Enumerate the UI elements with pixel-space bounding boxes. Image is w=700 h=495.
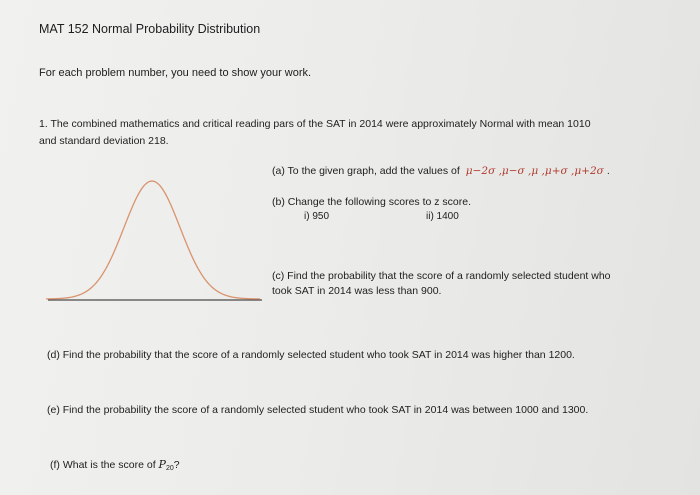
page-title: MAT 152 Normal Probability Distribution — [39, 22, 261, 36]
part-c-line2: took SAT in 2014 was less than 900. — [272, 285, 442, 297]
normal-curve-graph — [40, 170, 265, 310]
part-d-text: (d) Find the probability that the score of a randomly selected student who took SAT in 2014 was higher than 1200. — [47, 349, 575, 361]
percentile-symbol: P — [158, 458, 166, 471]
part-f-text — [50, 458, 180, 475]
part-a-text — [272, 165, 610, 178]
part-a-label: (a) To the given graph, add the values of — [272, 165, 460, 177]
part-b-item-i: i) 950 — [304, 211, 330, 222]
instructions-text: For each problem number, you need to show your work. — [39, 67, 312, 79]
part-f-question-mark: ? — [173, 459, 180, 471]
part-e-text: (e) Find the probability the score of a randomly selected student who took SAT in 2014 was between 1000 and 1300. — [47, 404, 589, 416]
problem1-statement-line2: and standard deviation 218. — [39, 135, 169, 147]
part-a-math-expression: μ−2σ ,μ−σ ,μ ,μ+σ ,μ+2σ — [465, 165, 604, 177]
part-c-line1: (c) Find the probability that the score of a randomly selected student who — [272, 270, 611, 282]
problem1-statement-line1: 1. The combined mathematics and critical reading pars of the SAT in 2014 were approximately Normal with mean 1010 — [39, 118, 591, 130]
part-f-label: (f) What is the score of — [50, 459, 159, 471]
percentile-subscript: 20 — [165, 465, 174, 472]
part-a-period: . — [606, 165, 610, 177]
part-b-item-ii: ii) 1400 — [426, 211, 459, 222]
part-b-text: (b) Change the following scores to z score. — [272, 196, 472, 208]
normal-curve — [46, 181, 260, 299]
